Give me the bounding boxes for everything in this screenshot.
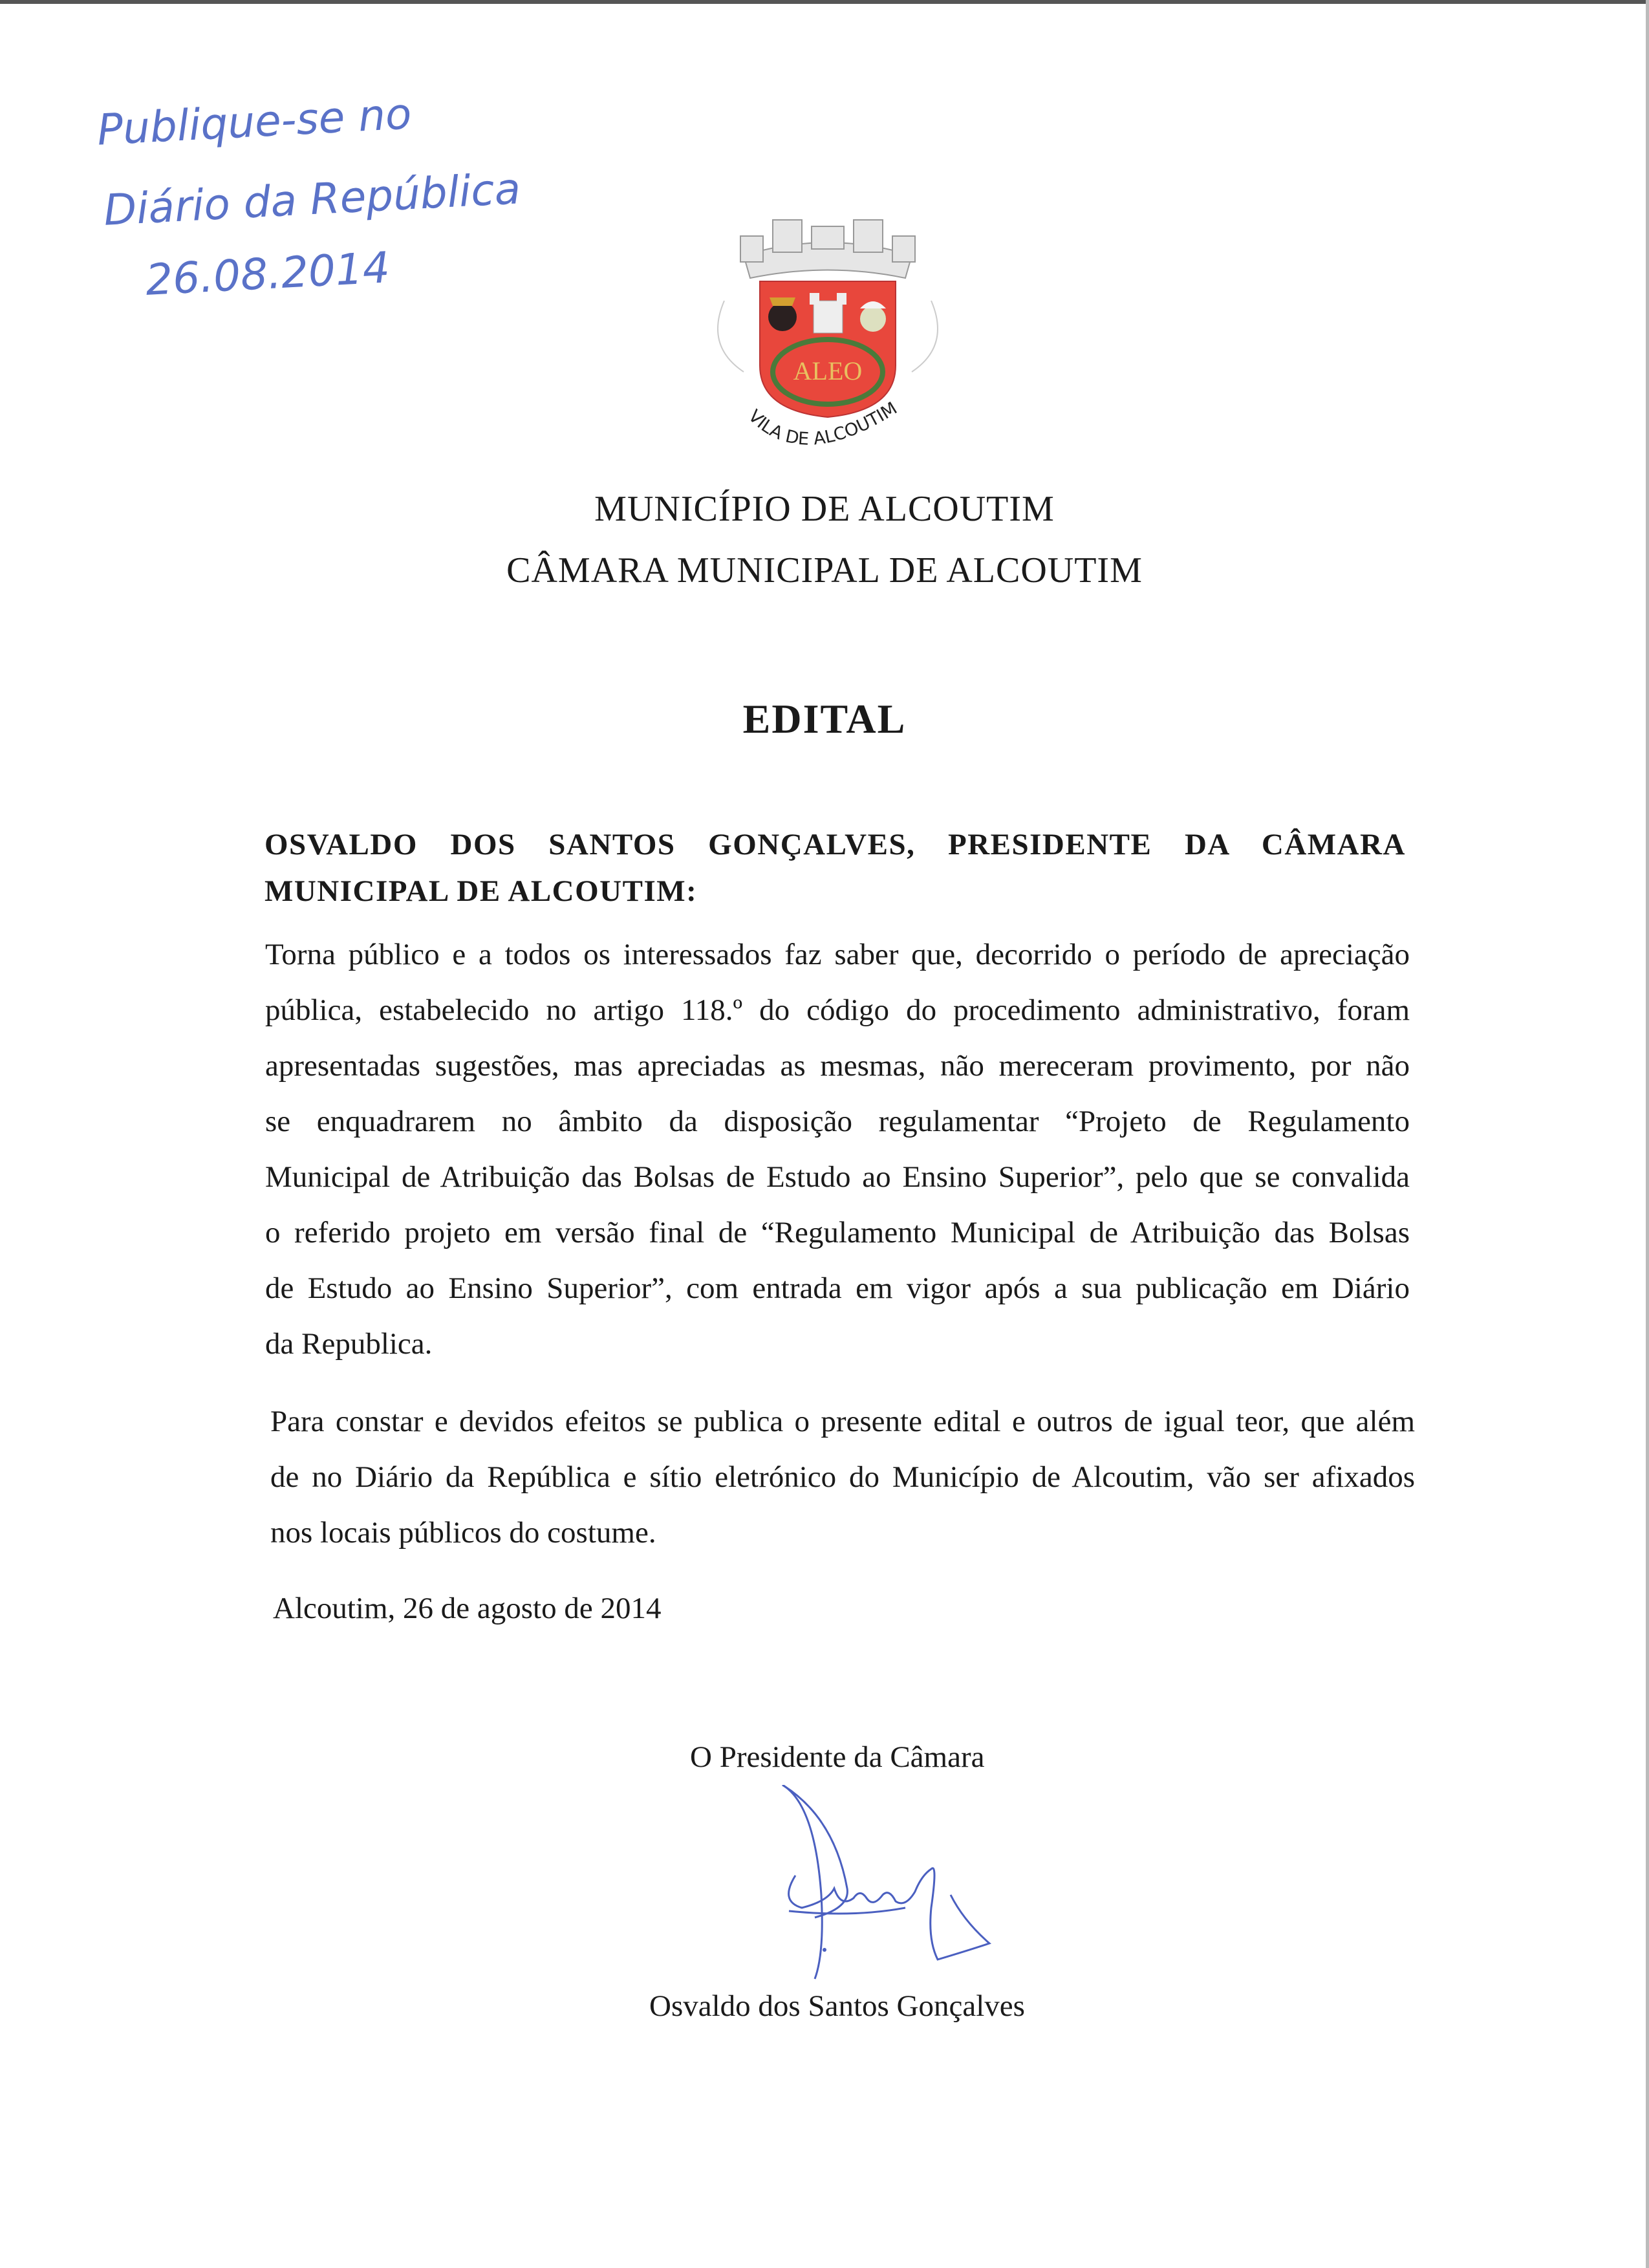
coat-of-arms-logo: [705, 204, 951, 482]
addressee-heading: [264, 821, 1406, 914]
addressee-line: MUNICIPAL DE ALCOUTIM:: [264, 874, 698, 908]
place-and-date: Alcoutim, 26 de agosto de 2014: [273, 1592, 662, 1625]
paragraph-line: pública, estabelecido no artigo 118.º do código do procedimento administrativo, foram: [265, 993, 1410, 1027]
signatory-role: O Presidente da Câmara: [690, 1740, 985, 1774]
handwritten-note-line: Diário da República: [102, 164, 522, 235]
body-paragraph-1: [265, 927, 1410, 1372]
addressee-line: OSVALDO DOS SANTOS GONÇALVES, PRESIDENTE DA CÂMARA: [264, 828, 1406, 861]
signatory-name: Osvaldo dos Santos Gonçalves: [649, 1989, 1025, 2023]
paragraph-line: Para constar e devidos efeitos se publica o presente edital e outros de igual teor, que além: [270, 1405, 1415, 1438]
scan-top-edge: [0, 0, 1649, 4]
paragraph-line: da Republica.: [265, 1327, 433, 1361]
document-title: EDITAL: [742, 696, 907, 742]
paragraph-line: nos locais públicos do costume.: [270, 1516, 656, 1550]
scan-right-edge: [1646, 0, 1649, 2268]
paragraph-line: Municipal de Atribuição das Bolsas de Estudo ao Ensino Superior”, pelo que se convalida: [265, 1160, 1410, 1194]
paragraph-line: Torna público e a todos os interessados faz saber que, decorrido o período de apreciação: [265, 938, 1410, 971]
handwritten-note-line: Publique-se no: [96, 89, 413, 155]
paragraph-line: de no Diário da República e sítio eletrónico do Município de Alcoutim, vão ser afixados: [270, 1460, 1415, 1494]
handwritten-signature: [776, 1785, 1009, 1985]
paragraph-line: o referido projeto em versão final de “Regulamento Municipal de Atribuição das Bolsas: [265, 1216, 1410, 1249]
crest-motto: ALEO: [793, 356, 863, 385]
crest-ribbon-text: VILA DE ALCOUTIM: [744, 398, 901, 449]
paragraph-line: apresentadas sugestões, mas apreciadas as mesmas, não mereceram provimento, por não: [265, 1049, 1410, 1083]
handwritten-note-date: 26.08.2014: [144, 243, 391, 305]
municipality-name: MUNICÍPIO DE ALCOUTIM: [594, 489, 1055, 529]
body-paragraph-2: [270, 1394, 1415, 1561]
paragraph-line: de Estudo ao Ensino Superior”, com entrada em vigor após a sua publicação em Diário: [265, 1271, 1410, 1305]
paragraph-line: se enquadrarem no âmbito da disposição regulamentar “Projeto de Regulamento: [265, 1105, 1410, 1138]
council-name: CÂMARA MUNICIPAL DE ALCOUTIM: [506, 550, 1143, 590]
